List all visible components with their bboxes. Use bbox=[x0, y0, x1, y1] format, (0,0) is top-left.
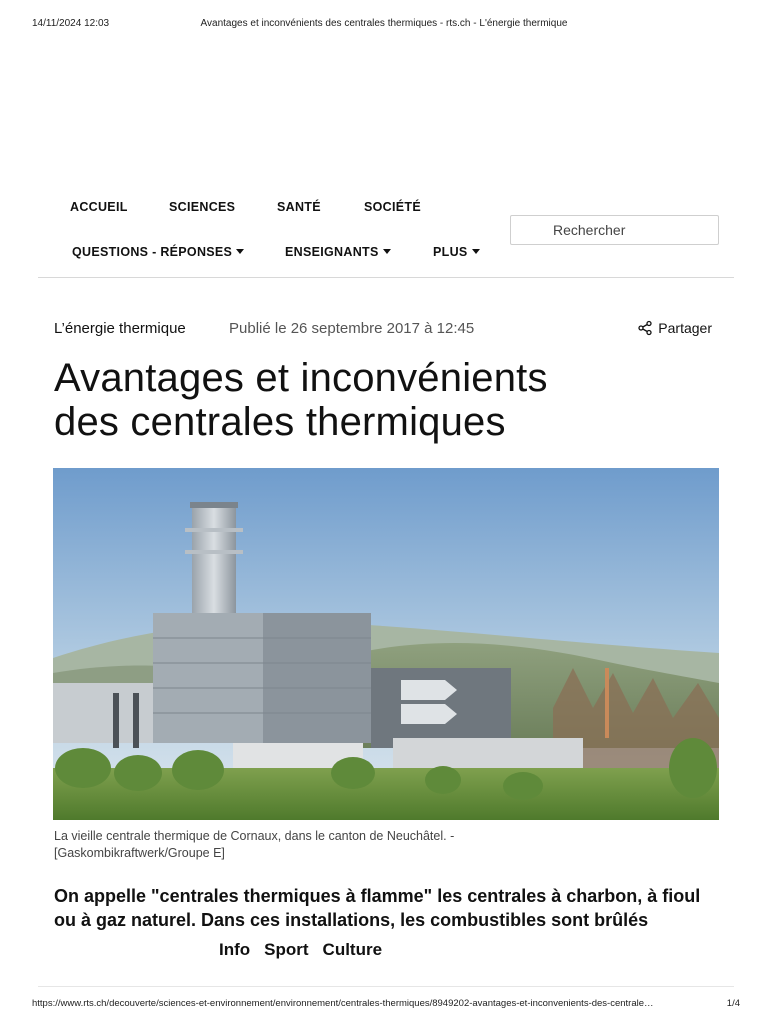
footer-divider bbox=[38, 986, 734, 987]
print-header bbox=[32, 18, 736, 32]
search-input[interactable] bbox=[510, 215, 719, 245]
nav-item-societe[interactable]: SOCIÉTÉ bbox=[364, 200, 421, 214]
nav-item-sante[interactable]: SANTÉ bbox=[277, 200, 321, 214]
nav-item-plus[interactable] bbox=[433, 245, 480, 259]
nav-item-questions-reponses-label: QUESTIONS - RÉPONSES bbox=[72, 245, 233, 259]
site-link-sport[interactable]: Sport bbox=[264, 940, 309, 959]
article-lead: On appelle "centrales thermiques à flamme" les centrales à charbon, à fioul ou à gaz naturel. Dans ces installations, les combustibles sont brûlés bbox=[54, 886, 701, 930]
image-caption-line-1: La vieille centrale thermique de Cornaux, dans le canton de Neuchâtel. - bbox=[54, 829, 455, 843]
share-button[interactable] bbox=[638, 320, 712, 336]
category-link[interactable]: L’énergie thermique bbox=[54, 320, 186, 337]
print-url: https://www.rts.ch/decouverte/sciences-et-environnement/environnement/centrales-thermiques/8949202-avantages-et-inconvenients-des-centrale… bbox=[32, 998, 654, 1009]
lead-container bbox=[54, 884, 724, 930]
print-page-title: Avantages et inconvénients des centrales thermiques - rts.ch - L'énergie thermique bbox=[200, 18, 568, 29]
main-navigation bbox=[38, 190, 734, 278]
site-link-culture[interactable]: Culture bbox=[322, 940, 383, 959]
caret-down-icon bbox=[236, 249, 244, 254]
publish-date: Publié le 26 septembre 2017 à 12:45 bbox=[229, 320, 475, 337]
share-label: Partager bbox=[658, 320, 712, 336]
print-page-number: 1/4 bbox=[726, 998, 740, 1009]
article-title-line-2: des centrales thermiques bbox=[54, 400, 506, 444]
article-title-line-1: Avantages et inconvénients bbox=[54, 356, 548, 400]
site-links bbox=[219, 940, 382, 960]
print-date: 14/11/2024 12:03 bbox=[32, 18, 110, 29]
print-footer bbox=[32, 998, 740, 1012]
caret-down-icon bbox=[472, 249, 480, 254]
article-title bbox=[54, 356, 724, 444]
share-icon bbox=[638, 321, 652, 335]
nav-item-enseignants[interactable] bbox=[285, 245, 391, 259]
caret-down-icon bbox=[383, 249, 391, 254]
nav-item-plus-label: PLUS bbox=[433, 245, 468, 259]
nav-item-enseignants-label: ENSEIGNANTS bbox=[285, 245, 379, 259]
image-caption bbox=[54, 828, 714, 862]
nav-item-sciences[interactable]: SCIENCES bbox=[169, 200, 236, 214]
article-meta bbox=[54, 320, 714, 340]
image-credit: [Gaskombikraftwerk/Groupe E] bbox=[54, 846, 225, 860]
nav-item-questions-reponses[interactable] bbox=[72, 245, 244, 259]
site-link-info[interactable]: Info bbox=[219, 940, 251, 959]
nav-item-accueil[interactable]: ACCUEIL bbox=[70, 200, 128, 214]
article-image bbox=[53, 468, 719, 820]
power-plant-illustration bbox=[53, 468, 719, 820]
